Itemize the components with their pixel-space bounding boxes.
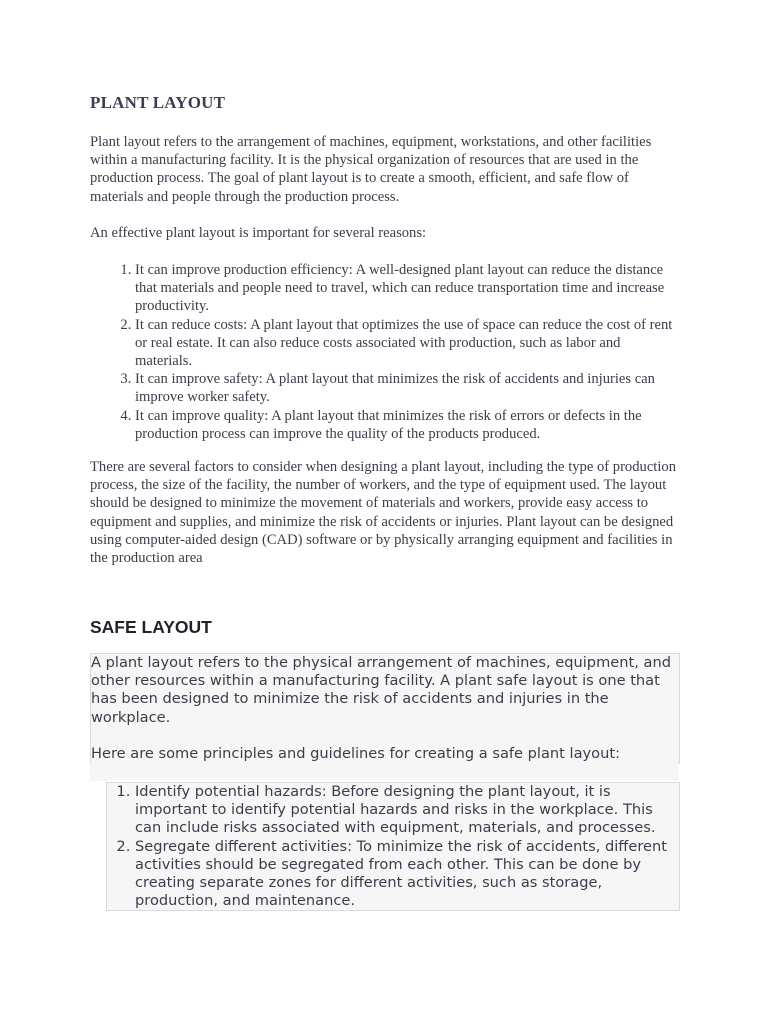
list-item-reason-3: 3. It can improve safety: A plant layout that minimizes the risk of accidents and injuries can improve worker safety. (135, 370, 680, 406)
list-item-reason-2: 2. It can reduce costs: A plant layout that optimizes the use of space can reduce the cost of rent or real estate. It can also reduce costs associated with production, such as labor and materials. (135, 316, 680, 371)
list-item-principle-1: 1. Identify potential hazards: Before designing the plant layout, it is important to identify potential hazards and risks in the workplace. This can include risks associated with equipment, materials, and processes. (135, 783, 672, 838)
factors-paragraph: There are several factors to consider when designing a plant layout, including the type of production process, the size of the facility, the number of workers, and the type of equipment used. The layout should be designed to minimize the movement of materials and workers, provide easy access to equipment and supplies, and minimize the risk of accidents or injuries. Plant layout can be designed using computer-aided design (CAD) software or by physically arranging equipment and facilities in the production area (90, 459, 676, 567)
heading-plant-layout: PLANT LAYOUT (90, 93, 226, 112)
block-gap (90, 763, 678, 781)
principles-list (107, 783, 672, 910)
safe-paragraph: A plant layout refers to the physical arrangement of machines, equipment, and other resources within a manufacturing facility. A plant safe layout is one that has been designed to minimize the risk of accidents and injuries in the workplace. (91, 654, 671, 726)
principles-block (106, 782, 680, 911)
safe-intro: Here are some principles and guidelines for creating a safe plant layout: (91, 744, 620, 762)
reasons-intro: An effective plant layout is important for several reasons: (90, 225, 427, 241)
list-item-principle-2: 2. Segregate different activities: To minimize the risk of accidents, different activities should be segregated from each other. This can be done by creating separate zones for different activities, such as storage, production, and maintenance. (135, 838, 672, 911)
safe-layout-block (90, 653, 680, 764)
list-item-reason-4: 4. It can improve quality: A plant layout that minimizes the risk of errors or defects in the production process can improve the quality of the products produced. (135, 407, 680, 443)
intro-paragraph: Plant layout refers to the arrangement of machines, equipment, workstations, and other facilities within a manufacturing facility. It is the physical organization of resources that are used in the production process. The goal of plant layout is to create a smooth, efficient, and safe flow of materials and people through the production process. (90, 134, 652, 205)
list-item-reason-1: 1. It can improve production efficiency: A well-designed plant layout can reduce the distance that materials and people need to travel, which can reduce transportation time and increase productivity. (135, 261, 680, 316)
reasons-list (90, 261, 680, 443)
heading-safe-layout: SAFE LAYOUT (90, 617, 212, 637)
